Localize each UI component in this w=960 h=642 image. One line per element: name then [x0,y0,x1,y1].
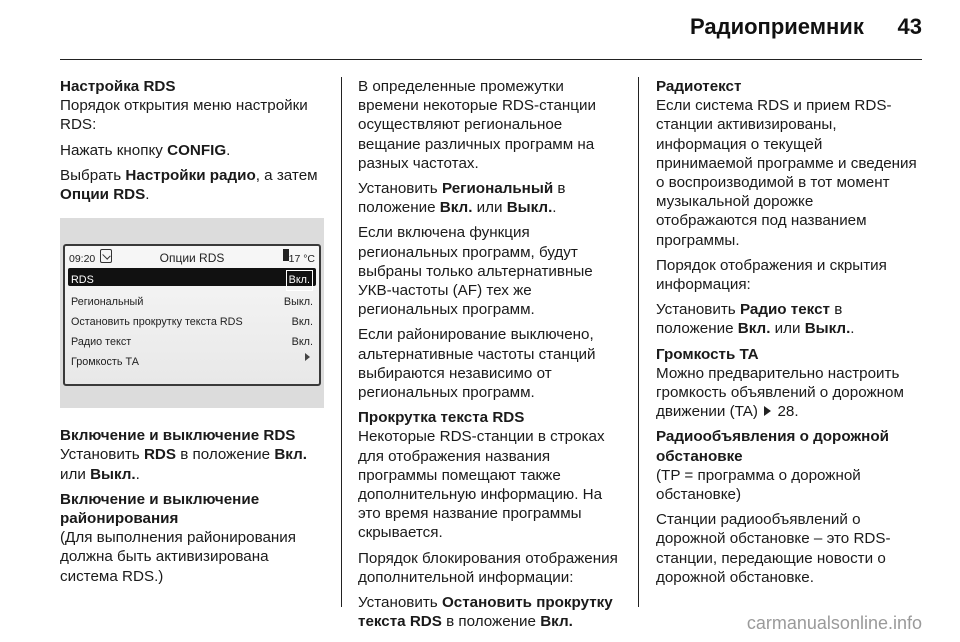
paragraph: (TP = программа о дорожной обстановке) [656,466,861,504]
screen-title: Опции RDS [159,251,225,266]
column-1 [60,77,322,592]
paragraph: Нажать кнопку CONFIG. [60,141,231,159]
screen-clock: 09:20 [69,253,96,266]
paragraph: Некоторые RDS-станции в строках для отображения названия программы помещают также дополнительную информацию. На это время название программы скрывается. [358,428,605,542]
paragraph: Установить Остановить прокрутку текста RDS в положение Вкл. [358,594,613,631]
paragraph: Станции радиообъявлений о дорожной обстановке – это RDS-станции, передающие новости о дорожной обстановке. [656,511,891,586]
page-reference-arrow-icon [764,406,771,416]
paragraph: Порядок отображения и скрытия информация: [656,256,887,294]
watermark: carmanualsonline.info [746,613,922,633]
paragraph: Если система RDS и прием RDS-станции активизированы, информация о текущей принимаемой программе и сведения о воспроизводимой в тот момент музыкальной дорожке отображаются под названием программы. [656,97,917,249]
column-divider [638,77,639,607]
screen-status-bar [65,246,319,268]
column-divider [341,77,342,607]
screen-row-regional: Региональный Выкл. [71,296,313,309]
heading-regional-onoff: Включение и выключение районирования [60,490,260,528]
paragraph: Установить Радио текст в положение Вкл. или Выкл.. [656,301,855,338]
paragraph: Если включена функция региональных программ, будут выбраны только альтернативные УКВ-частоты (AF) тех же региональных программ. [358,224,593,319]
page-reference-link[interactable]: 28 [777,403,795,421]
screen-row-rds: RDS Вкл. [68,268,316,286]
paragraph: Установить Региональный в положение Вкл. или Выкл.. [358,180,566,217]
screen-row-ta-volume: Громкость ТА [68,350,316,370]
screen-display [63,244,321,386]
heading-rds-onoff: Включение и выключение RDS [60,427,296,445]
screen-row-radiotext: Радио текст Вкл. [71,336,313,349]
rds-options-screen-image [60,218,324,408]
paragraph: Можно предварительно настроить громкость объявлений о дорожном движении (TA) 28. [656,364,904,421]
heading-traffic-announcements: Радиообъявления о дорожной обстановке [656,428,889,465]
page-number: 43 [897,14,922,39]
paragraph: В определенные промежутки времени некоторые RDS-станции осуществляют региональное вещание различных программ на разных частотах. [358,78,596,172]
screen-row-stop-scroll: Остановить прокрутку текста RDS Вкл. [71,316,313,329]
screen-temperature: 17 °C [288,253,315,266]
paragraph: (Для выполнения районирования должна быть активизирована система RDS.) [60,529,297,585]
paragraph: Порядок блокирования отображения дополнительной информации: [358,549,618,586]
paragraph: Порядок открытия меню настройки RDS: [60,97,308,134]
header-divider [60,59,922,60]
page-title: Радиоприемник [690,14,864,39]
paragraph: Если районирование выключено, альтернативные частоты станций выбираются независимо от региональных программ. [358,326,596,402]
chevron-right-icon [305,353,310,361]
paragraph: Установить RDS в положение Вкл. или Выкл.. [60,446,307,483]
heading-scroll-text: Прокрутка текста RDS [358,409,525,427]
heading-rds-settings: Настройка RDS [60,78,176,95]
heading-ta-volume: Громкость TA [656,345,759,363]
column-3 [656,77,918,593]
heading-radiotext: Радиотекст [656,78,742,95]
column-2 [358,77,620,637]
paragraph: Выбрать Настройки радио, а затем Опции RDS. [60,166,318,204]
